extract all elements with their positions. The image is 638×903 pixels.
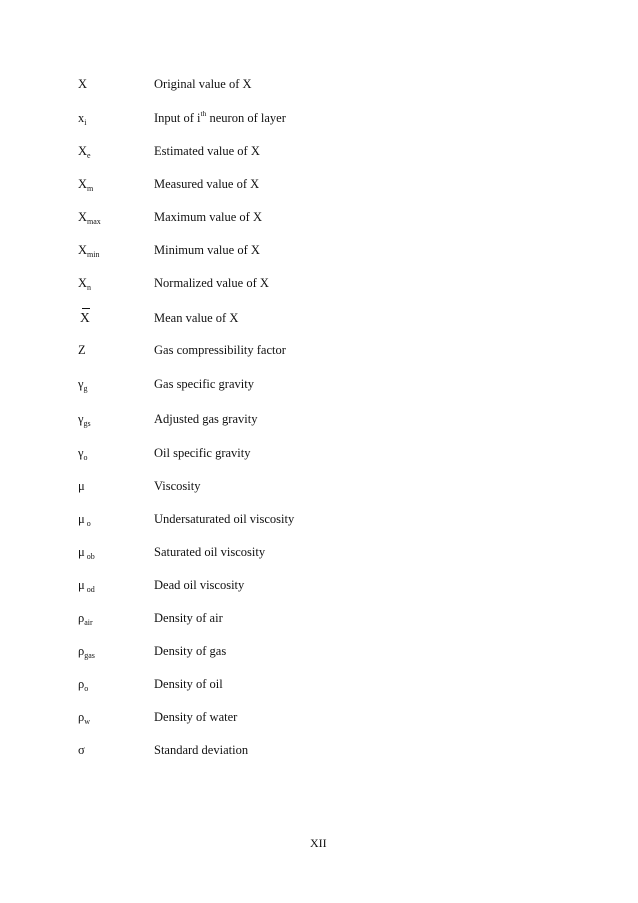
nomenclature-row xyxy=(0,640,638,662)
description: Density of oil xyxy=(154,677,223,691)
symbol: Z xyxy=(78,343,86,357)
overbar xyxy=(82,308,90,309)
nomenclature-row xyxy=(0,339,638,361)
nomenclature-row xyxy=(0,239,638,261)
symbol-x-bar: X xyxy=(80,310,90,325)
nomenclature-row xyxy=(0,739,638,761)
nomenclature-row xyxy=(0,408,638,430)
nomenclature-row xyxy=(0,140,638,162)
description: Gas specific gravity xyxy=(154,377,254,391)
symbol: $X_n$ xyxy=(78,276,92,292)
nomenclature-row xyxy=(0,307,638,329)
description: Density of air xyxy=(154,611,223,625)
symbol: $\rho_{gas}$ xyxy=(78,644,95,660)
description: Adjusted gas gravity xyxy=(154,412,258,426)
nomenclature-row xyxy=(0,541,638,563)
nomenclature-row xyxy=(0,373,638,395)
nomenclature-row xyxy=(0,574,638,596)
symbol: μ $_o$ xyxy=(78,512,91,528)
symbol: $\gamma_g$ xyxy=(78,377,88,393)
symbol: μ xyxy=(78,479,85,493)
symbol: μ $_{od}$ xyxy=(78,578,95,594)
nomenclature-row xyxy=(0,607,638,629)
description: Viscosity xyxy=(154,479,201,493)
symbol: $\rho_w$ xyxy=(78,710,91,726)
description: Estimated value of X xyxy=(154,144,260,158)
symbol: $\gamma_{gs}$ xyxy=(78,412,91,428)
description: Undersaturated oil viscosity xyxy=(154,512,295,526)
description: Density of gas xyxy=(154,644,227,658)
description: Saturated oil viscosity xyxy=(154,545,266,559)
description: Oil specific gravity xyxy=(154,446,251,460)
description: Standard deviation xyxy=(154,743,249,757)
symbol: $\rho_{air}$ xyxy=(78,611,93,627)
nomenclature-row xyxy=(0,442,638,464)
page-number: XII xyxy=(310,836,327,850)
description: Dead oil viscosity xyxy=(154,578,245,592)
symbol: $X_{min}$ xyxy=(78,243,100,259)
nomenclature-row xyxy=(0,173,638,195)
nomenclature-row xyxy=(0,107,638,129)
description: Maximum value of X xyxy=(154,210,262,224)
nomenclature-row xyxy=(0,73,638,95)
description: Input of $i^{th}$ neuron of layer xyxy=(154,108,286,125)
description: Original value of X xyxy=(154,77,252,91)
symbol: $X_e$ xyxy=(78,144,91,160)
nomenclature-row xyxy=(0,206,638,228)
nomenclature-row xyxy=(0,272,638,294)
symbol: $\rho_o$ xyxy=(78,677,89,693)
nomenclature-row xyxy=(0,706,638,728)
description: Gas compressibility factor xyxy=(154,343,286,357)
symbol: $x_i$ xyxy=(78,111,87,127)
description: Measured value of X xyxy=(154,177,260,191)
description: Mean value of X xyxy=(154,311,239,325)
description: Density of water xyxy=(154,710,238,724)
nomenclature-row xyxy=(0,508,638,530)
symbol: $\gamma_o$ xyxy=(78,446,88,462)
symbol: X xyxy=(78,77,88,91)
description: Minimum value of X xyxy=(154,243,260,257)
symbol: σ xyxy=(78,743,85,757)
nomenclature-row xyxy=(0,673,638,695)
symbol: $X_{max}$ xyxy=(78,210,101,226)
symbol: $X_m$ xyxy=(78,177,94,193)
description: Normalized value of X xyxy=(154,276,269,290)
symbol: μ $_{ob}$ xyxy=(78,545,95,561)
nomenclature-row xyxy=(0,475,638,497)
